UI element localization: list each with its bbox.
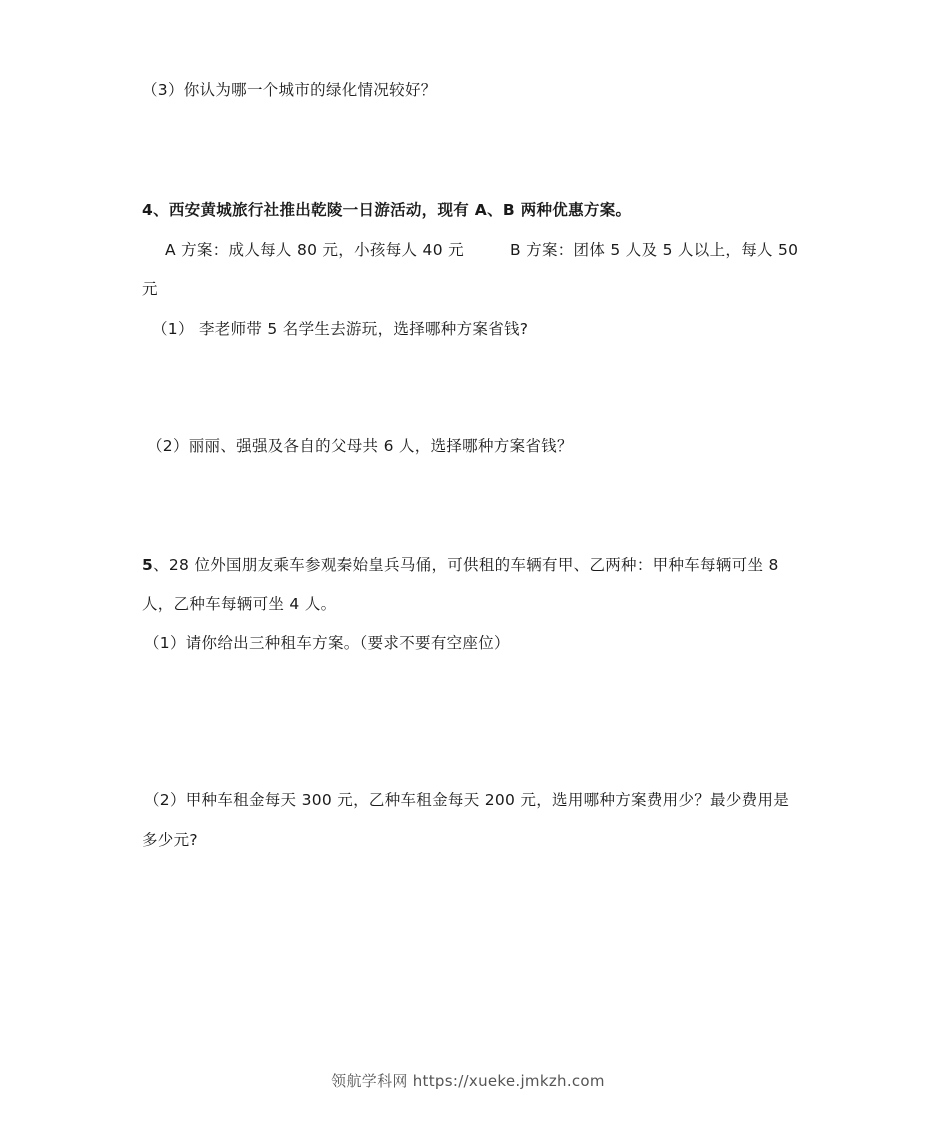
question-4-plan-a: A 方案：成人每人 80 元，小孩每人 40 元 bbox=[165, 241, 464, 259]
question-5-part-1: （1）请你给出三种租车方案。（要求不要有空座位） bbox=[144, 634, 510, 652]
question-4-plan-b-continued: 元 bbox=[142, 280, 158, 298]
question-5-number: 5 bbox=[142, 556, 154, 574]
question-3-part-3: （3）你认为哪一个城市的绿化情况较好？ bbox=[142, 81, 437, 99]
question-5-part-2-line-1: （2）甲种车租金每天 300 元，乙种车租金每天 200 元，选用哪种方案费用少？最少费用是 bbox=[144, 791, 790, 809]
question-5-title-line-1 bbox=[142, 555, 779, 575]
question-5-title-text: 、28 位外国朋友乘车参观秦始皇兵马俑，可供租的车辆有甲、乙两种：甲种车每辆可坐 8 bbox=[153, 556, 779, 574]
question-5-part-2-line-2: 多少元? bbox=[142, 831, 198, 849]
question-4-part-2: （2）丽丽、强强及各自的父母共 6 人，选择哪种方案省钱？ bbox=[147, 437, 573, 455]
question-4-title: 4、西安黄城旅行社推出乾陵一日游活动，现有 A、B 两种优惠方案。 bbox=[142, 201, 632, 219]
question-4-plan-b: B 方案：团体 5 人及 5 人以上，每人 50 bbox=[510, 241, 799, 259]
question-4-part-1: （1） 李老师带 5 名学生去游玩，选择哪种方案省钱? bbox=[152, 320, 529, 338]
question-5-title-line-2: 人，乙种车每辆可坐 4 人。 bbox=[142, 595, 337, 613]
page-footer-watermark: 领航学科网 https://xueke.jmkzh.com bbox=[331, 1072, 605, 1090]
